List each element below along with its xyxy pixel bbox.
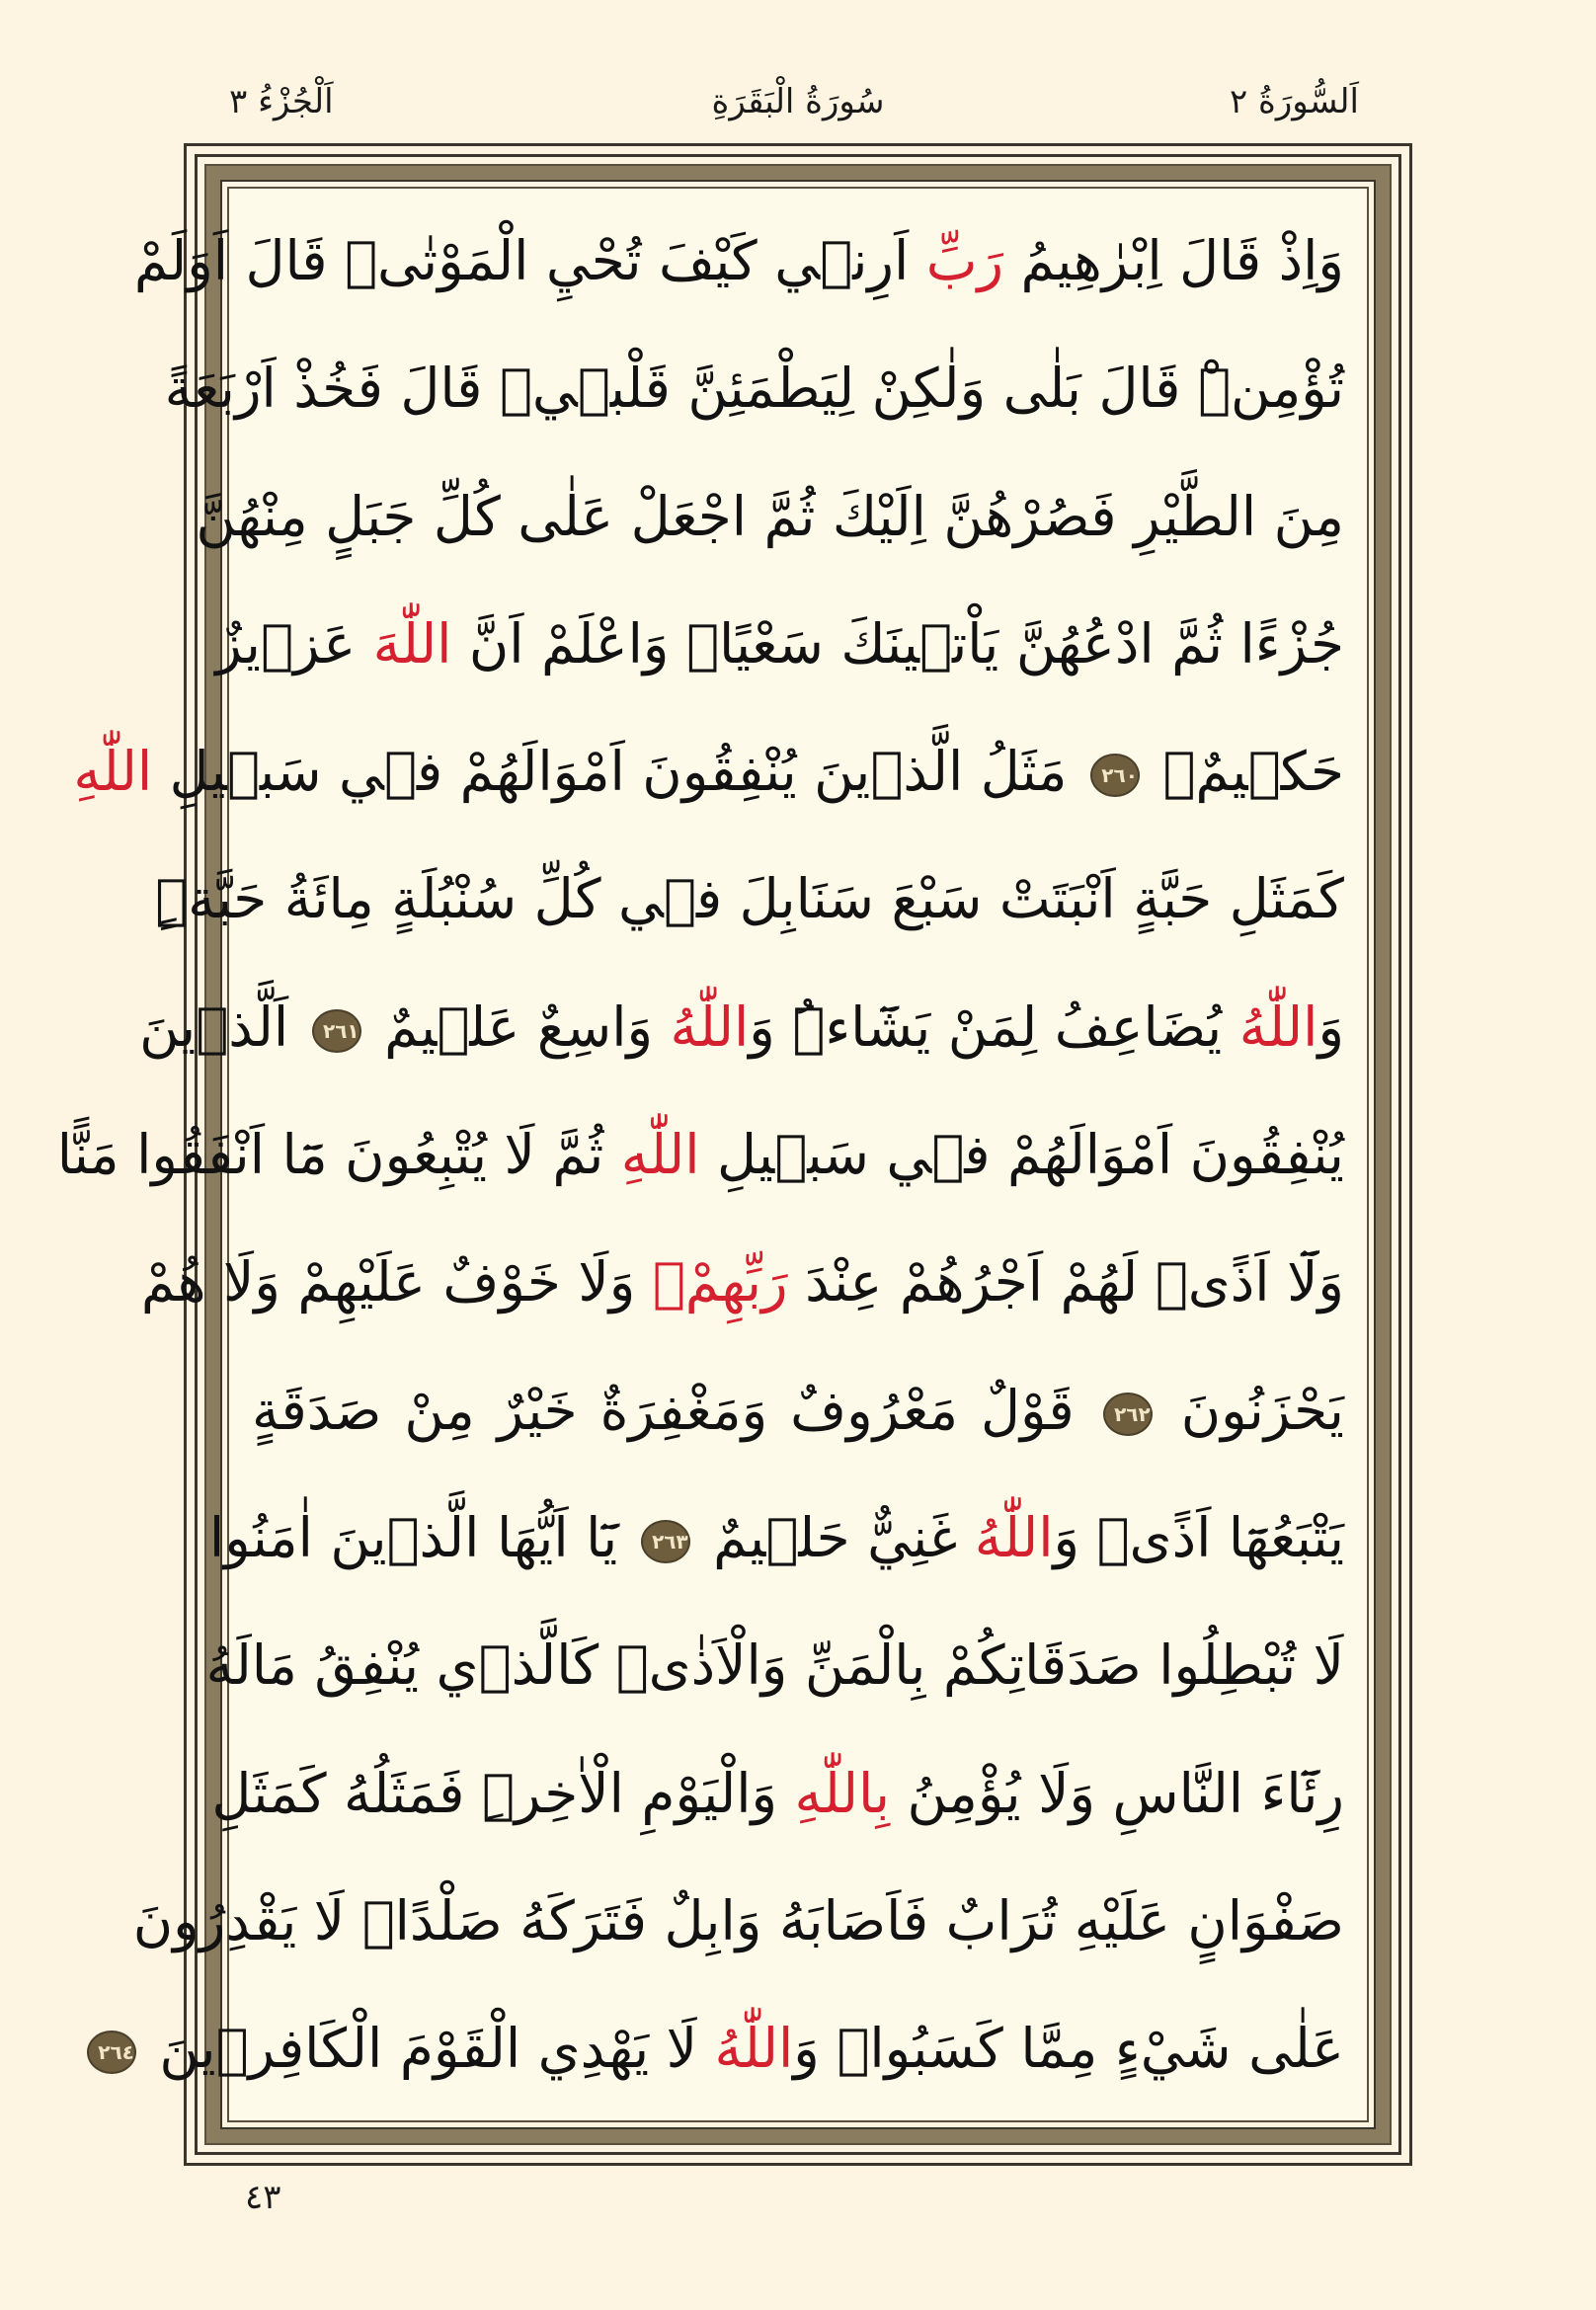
- verse-text: لَا تُبْطِلُوا صَدَقَاتِكُمْ بِالْمَنِّ وَالْاَذٰىۙ كَالَّذٖي يُنْفِقُ مَالَهُ: [205, 1633, 1344, 1698]
- page-header: [0, 67, 1596, 136]
- verse-text: يُضَاعِفُ لِمَنْ يَشَٓاءُۜ وَ: [749, 995, 1239, 1059]
- divine-name-text: اللّٰهُ: [670, 995, 750, 1059]
- verse-text: وَلَٓا اَذًىۙ لَهُمْ اَجْرُهُمْ عِنْدَ: [787, 1250, 1344, 1314]
- text-line: [140, 1219, 1344, 1346]
- verse-text: مَثَلُ الَّذٖينَ يُنْفِقُونَ اَمْوَالَهُمْ فٖي سَبٖيلِ: [152, 740, 1084, 804]
- verse-text: ثُمَّ لَا يُتْبِعُونَ مَٓا اَنْفَقُوا مَنًّا: [56, 1123, 621, 1187]
- verse-text: كَمَثَلِ حَبَّةٍ اَنْبَتَتْ سَبْعَ سَنَابِلَ فٖي كُلِّ سُنْبُلَةٍ مِائَةُ حَبَّةٍۜ: [155, 867, 1344, 931]
- verse-text: يَحْزَنُونَ: [1157, 1378, 1344, 1442]
- verse-text: حَكٖيمٌ۟: [1145, 740, 1344, 804]
- text-line: [164, 325, 1344, 452]
- verse-text: وَ: [1317, 995, 1344, 1059]
- divine-name-text: اللّٰهُ: [714, 2017, 794, 2081]
- verse-number-marker: ٢٦١: [312, 1009, 361, 1053]
- divine-name-text: رَبِّهِمْۚ: [652, 1250, 788, 1314]
- juz-number: اَلْجُزْءُ ٣: [229, 82, 334, 121]
- verse-text: وَالْيَوْمِ الْاٰخِرِۜ فَمَثَلُهُ كَمَثَلِ: [211, 1761, 795, 1825]
- text-line: [98, 1985, 1344, 2112]
- text-line: [208, 1474, 1344, 1602]
- verse-number-marker: ٢٦٣: [641, 1520, 690, 1563]
- verse-text: غَنِيٌّ حَلٖيمٌ: [695, 1505, 975, 1569]
- verse-text: تُؤْمِنْۜ قَالَ بَلٰى وَلٰكِنْ لِيَطْمَئِنَّ قَلْبٖيۜ قَالَ فَخُذْ اَرْبَعَةً: [164, 357, 1344, 421]
- verse-text: قَوْلٌ مَعْرُوفٌ وَمَغْفِرَةٌ خَيْرٌ مِنْ صَدَقَةٍ: [252, 1378, 1097, 1442]
- surah-number: اَلسُّورَةُ ٢: [1229, 82, 1359, 121]
- verse-text: يَٓا اَيُّهَا الَّذٖينَ اٰمَنُوا: [208, 1505, 635, 1569]
- verse-text: عَزٖيزٌ: [215, 611, 373, 676]
- text-line: [211, 1730, 1344, 1858]
- divine-name-text: اللّٰهِ: [73, 740, 153, 804]
- text-line: [215, 581, 1344, 708]
- divine-name-text: بِاللّٰهِ: [794, 1761, 891, 1825]
- verse-text: عَلٰى شَيْءٍ مِمَّا كَسَبُواۜ وَ: [793, 2017, 1344, 2081]
- surah-name: سُورَةُ الْبَقَرَةِ: [711, 82, 885, 121]
- verse-text: رِئَٓاءَ النَّاسِ وَلَا يُؤْمِنُ: [890, 1761, 1344, 1825]
- text-line: [196, 453, 1344, 581]
- text-line: [56, 1091, 1344, 1219]
- verse-text: وَاسِعٌ عَلٖيمٌ: [366, 995, 671, 1059]
- divine-name-text: اللّٰهُ: [974, 1505, 1054, 1569]
- verse-number-marker: ٢٦٠: [1090, 754, 1140, 797]
- text-line: [155, 836, 1344, 963]
- text-line: [73, 708, 1344, 836]
- verse-number-marker: ٢٦٢: [1103, 1393, 1153, 1436]
- divine-name-text: اللّٰهُ: [1238, 995, 1318, 1059]
- verse-text: مِنَ الطَّيْرِ فَصُرْهُنَّ اِلَيْكَ ثُمَّ اجْعَلْ عَلٰى كُلِّ جَبَلٍ مِنْهُنَّ: [196, 484, 1344, 548]
- text-line: [139, 964, 1344, 1091]
- verse-text-block: [56, 198, 1344, 2113]
- verse-text: صَفْوَانٍ عَلَيْهِ تُرَابٌ فَاَصَابَهُ وَابِلٌ فَتَرَكَهُ صَلْدًاۜ لَا يَقْدِرُونَ: [132, 1888, 1344, 1952]
- divine-name-text: اللّٰهَ: [372, 611, 452, 676]
- divine-name-text: رَبِّ: [925, 229, 1004, 292]
- verse-text: يَتْبَعُهَٓا اَذًىۜ وَ: [1053, 1505, 1344, 1569]
- text-line: [133, 198, 1344, 325]
- verse-text: وَاِذْ قَالَ اِبْرٰهِيمُ: [1003, 229, 1344, 292]
- divine-name-text: اللّٰهِ: [620, 1123, 700, 1187]
- verse-text: لَا يَهْدِي الْقَوْمَ الْكَافِرٖينَ: [141, 2017, 715, 2081]
- text-line: [132, 1858, 1344, 1985]
- verse-text: جُزْءًا ثُمَّ ادْعُهُنَّ يَاْتٖينَكَ سَعْيًاۜ وَاعْلَمْ اَنَّ: [451, 611, 1344, 676]
- verse-text: اَلَّذٖينَ: [139, 995, 306, 1059]
- page-number: ٤٣: [245, 2178, 281, 2217]
- text-line: [252, 1347, 1344, 1474]
- verse-number-marker: ٢٦٤: [87, 2031, 136, 2074]
- text-line: [205, 1602, 1344, 1729]
- verse-text: وَلَا خَوْفٌ عَلَيْهِمْ وَلَا هُمْ: [140, 1250, 653, 1314]
- verse-text: اَرِنٖي كَيْفَ تُحْيِ الْمَوْتٰىۜ قَالَ اَوَلَمْ: [133, 229, 926, 292]
- verse-text: يُنْفِقُونَ اَمْوَالَهُمْ فٖي سَبٖيلِ: [699, 1123, 1344, 1187]
